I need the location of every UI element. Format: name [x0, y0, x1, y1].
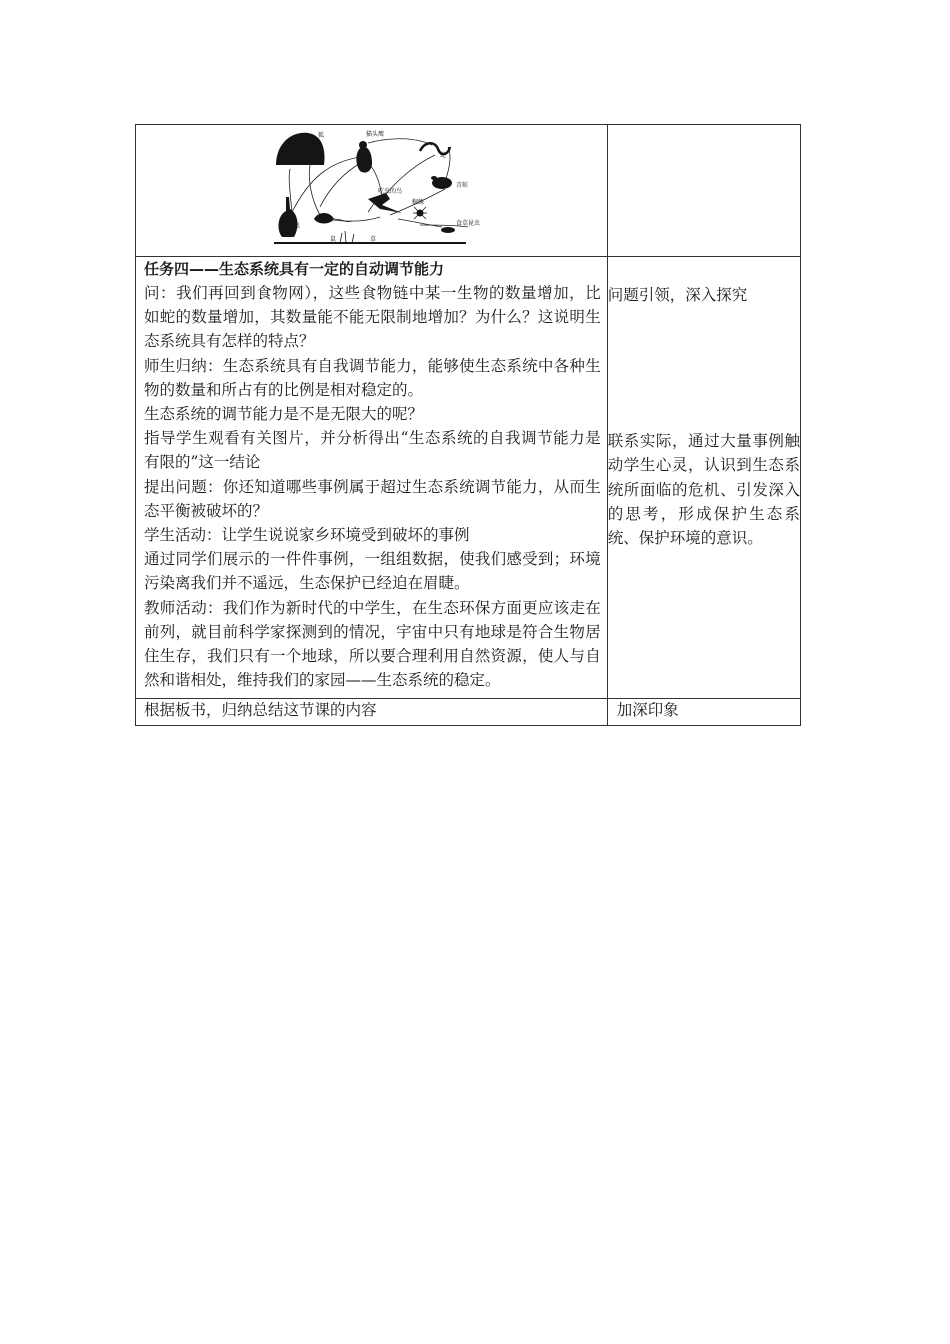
paragraph: 提出问题：你还知道哪些事例属于超过生态系统调节能力，从而生态平衡被破坏的？ — [144, 477, 601, 520]
design-note: 问题引领，深入探究 — [607, 286, 748, 304]
snake-label: 蛇 — [440, 152, 447, 159]
design-notes-cell — [607, 257, 800, 699]
paragraph: 教师活动：我们作为新时代的中学生，在生态环保方面更应该走在前列，就目前科学家探测到的情况，宇宙中只有地球是符合生物居住生存，我们只有一个地球，所以要合理利用自然资源，使人与自然和谐相处，维持我们的家园——生态系统的稳定。 — [144, 598, 601, 690]
lesson-plan-table — [135, 124, 801, 726]
food-web-figure — [270, 127, 481, 247]
owl-label: 猫头鹰 — [366, 131, 385, 138]
figure-notes-cell — [607, 125, 800, 257]
summary-cell: 根据板书，归纳总结这节课的内容 — [136, 699, 608, 726]
table-row — [136, 125, 801, 257]
summary-note-cell: 加深印象 — [607, 699, 800, 726]
task-content-cell — [136, 257, 608, 699]
paragraph: 学生活动：让学生说说家乡环境受到破坏的事例 — [144, 526, 470, 545]
grass-label: 草 — [370, 236, 377, 243]
mouse-label: 鼠 — [330, 236, 337, 243]
paragraph: 问：我们再回到食物网），这些食物链中某一生物的数量增加，比如蛇的数量增加，其数量能不能无限制地增加？为什么？这说明生态系统具有怎样的特点？ — [144, 284, 601, 351]
insect-shape — [441, 227, 455, 233]
paragraph: 师生归纳：生态系统具有自我调节能力，能够使生态系统中各种生物的数量和所占有的比例是相对稳定的。 — [144, 356, 601, 399]
paragraph: 生态系统的调节能力是不是无限大的呢？ — [144, 405, 424, 424]
rabbit-label: 兔 — [294, 222, 301, 229]
table-row — [136, 257, 801, 699]
design-note: 联系实际，通过大量事例触动学生心灵，认识到生态系统所面临的危机、引发深入的思考，形成保护生态系统、保护环境的意识。 — [607, 432, 800, 548]
fox-label: 狐 — [318, 132, 325, 139]
mouse-shape — [314, 213, 334, 224]
task-title: 任务四——生态系统具有一定的自动调节能力 — [144, 260, 445, 278]
paragraph: 指导学生观看有关图片，并分析得出“生态系统的自我调节能力是有限的”这一结论 — [144, 429, 601, 472]
rabbit-shape — [279, 197, 301, 237]
owl-shape — [356, 147, 372, 173]
spider-label: 蜘蛛 — [412, 199, 425, 206]
frog-label: 青蛙 — [456, 182, 469, 189]
figure-cell — [136, 125, 608, 257]
paragraph: 通过同学们展示的一件件事例，一组组数据，使我们感受到；环境污染离我们并不遥远，生态保护已经迫在眉睫。 — [144, 550, 601, 593]
bird-label: 吃虫的鸟 — [378, 188, 403, 195]
insect-label: 食草昆虫 — [456, 220, 481, 227]
table-row — [136, 699, 801, 726]
bird-shape — [368, 193, 402, 213]
